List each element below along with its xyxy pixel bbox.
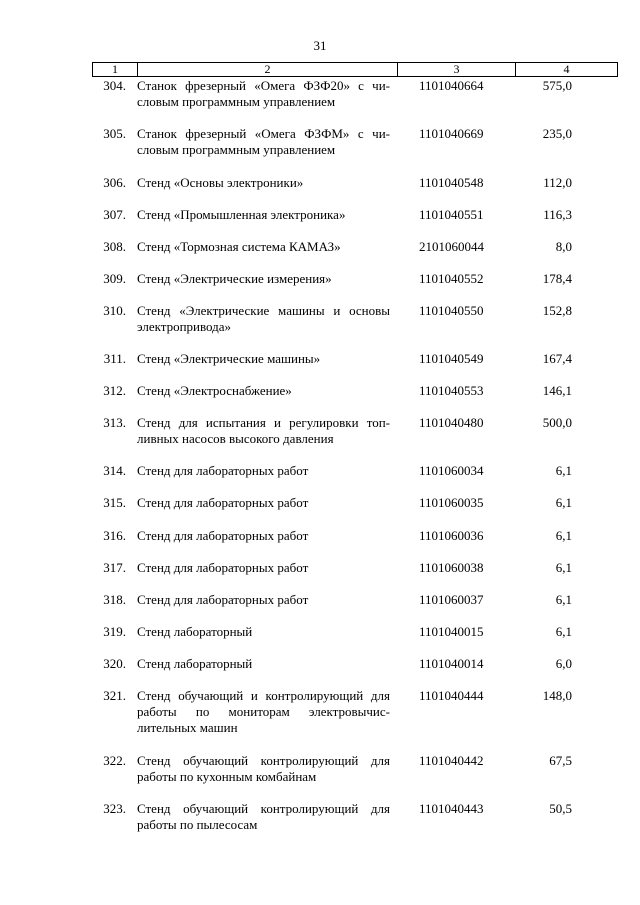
row-number: 308. — [103, 239, 126, 254]
row-value: 575,0 — [542, 78, 572, 93]
row-name: Стенд «Тормозная система КАМАЗ» — [137, 239, 341, 254]
row-name: Стенд «Электрические машины и основы электропривода» — [137, 303, 390, 334]
row-value: 6,1 — [555, 560, 572, 575]
row-number: 317. — [103, 560, 126, 575]
row-number: 307. — [103, 207, 126, 222]
row-number: 311. — [103, 351, 126, 366]
row-name: Станок фрезерный «Омега ФЗФ20» с чи-словым программным управлением — [137, 78, 390, 109]
header-col-3: 3 — [398, 63, 516, 76]
row-value: 167,4 — [542, 351, 572, 366]
row-number: 318. — [103, 592, 126, 607]
row-number: 316. — [103, 528, 126, 543]
row-value: 6,1 — [555, 495, 572, 510]
row-name: Стенд обучающий контролирующий для работы по кухонным комбайнам — [137, 753, 390, 784]
row-name: Стенд для лабораторных работ — [137, 528, 309, 543]
row-name: Стенд «Электрические машины» — [137, 351, 321, 366]
row-name: Стенд «Электроснабжение» — [137, 383, 292, 398]
row-value: 6,0 — [555, 656, 572, 671]
row-number: 321. — [103, 688, 126, 703]
header-col-1: 1 — [93, 63, 138, 76]
row-code: 1101040550 — [419, 303, 484, 318]
row-code: 1101040664 — [419, 78, 484, 93]
row-number: 320. — [103, 656, 126, 671]
row-name: Станок фрезерный «Омега ФЗФМ» с чи-словым программным управлением — [137, 126, 390, 157]
row-number: 314. — [103, 463, 126, 478]
row-code: 1101040444 — [419, 688, 484, 703]
row-code: 1101040442 — [419, 753, 484, 768]
row-value: 152,8 — [542, 303, 572, 318]
row-name: Стенд для лабораторных работ — [137, 592, 309, 607]
row-code: 1101040553 — [419, 383, 484, 398]
row-number: 304. — [103, 78, 126, 93]
row-name: Стенд «Электрические измерения» — [137, 271, 332, 286]
header-col-2: 2 — [138, 63, 398, 76]
row-name: Стенд «Основы электроники» — [137, 175, 304, 190]
row-value: 6,1 — [555, 463, 572, 478]
row-value: 50,5 — [549, 801, 572, 816]
row-number: 322. — [103, 753, 126, 768]
row-name: Стенд для лабораторных работ — [137, 495, 309, 510]
row-value: 146,1 — [542, 383, 572, 398]
row-value: 112,0 — [543, 175, 572, 190]
row-name: Стенд лабораторный — [137, 624, 253, 639]
row-code: 1101060036 — [419, 528, 484, 543]
row-code: 2101060044 — [419, 239, 484, 254]
row-name: Стенд для лабораторных работ — [137, 560, 309, 575]
row-number: 315. — [103, 495, 126, 510]
row-code: 1101040549 — [419, 351, 484, 366]
row-code: 1101040480 — [419, 415, 484, 430]
row-value: 148,0 — [542, 688, 572, 703]
row-value: 6,1 — [555, 624, 572, 639]
row-value: 8,0 — [555, 239, 572, 254]
row-name: Стенд обучающий контролирующий для работы по пылесосам — [137, 801, 390, 832]
row-code: 1101040551 — [419, 207, 484, 222]
row-name: Стенд лабораторный — [137, 656, 253, 671]
row-value: 178,4 — [542, 271, 572, 286]
row-name: Стенд для лабораторных работ — [137, 463, 309, 478]
row-code: 1101040015 — [419, 624, 484, 639]
row-number: 305. — [103, 126, 126, 141]
row-number: 313. — [103, 415, 126, 430]
row-code: 1101060034 — [419, 463, 484, 478]
row-number: 312. — [103, 383, 126, 398]
row-code: 1101040548 — [419, 175, 484, 190]
table-header — [92, 62, 618, 77]
row-name: Стенд «Промышленная электроника» — [137, 207, 346, 222]
row-value: 116,3 — [543, 207, 572, 222]
row-value: 235,0 — [542, 126, 572, 141]
row-value: 6,1 — [555, 592, 572, 607]
row-number: 319. — [103, 624, 126, 639]
row-code: 1101040669 — [419, 126, 484, 141]
row-number: 310. — [103, 303, 126, 318]
row-name: Стенд для испытания и регулировки топ-ливных насосов высокого давления — [137, 415, 390, 446]
row-code: 1101040443 — [419, 801, 484, 816]
row-number: 306. — [103, 175, 126, 190]
row-number: 309. — [103, 271, 126, 286]
row-code: 1101060037 — [419, 592, 484, 607]
row-code: 1101040014 — [419, 656, 484, 671]
row-number: 323. — [103, 801, 126, 816]
row-code: 1101060035 — [419, 495, 484, 510]
row-code: 1101060038 — [419, 560, 484, 575]
row-value: 67,5 — [549, 753, 572, 768]
row-name: Стенд обучающий и контролирующий для работы по мониторам электровычис-лительных машин — [137, 688, 390, 735]
row-value: 6,1 — [555, 528, 572, 543]
row-value: 500,0 — [542, 415, 572, 430]
page-number: 31 — [313, 38, 327, 53]
row-code: 1101040552 — [419, 271, 484, 286]
header-col-4: 4 — [563, 62, 570, 76]
